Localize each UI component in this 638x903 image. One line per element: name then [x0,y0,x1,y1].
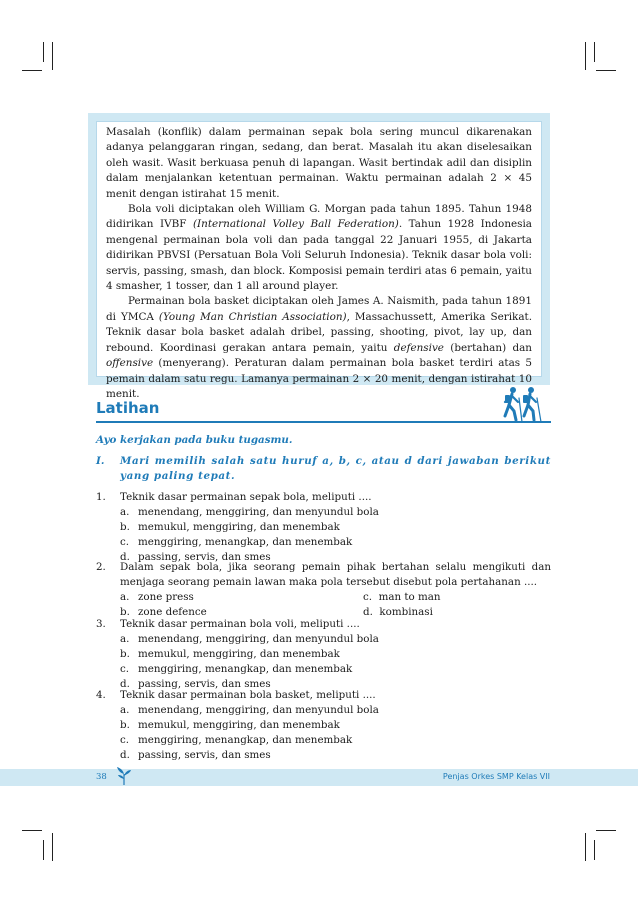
section-title: Latihan [96,399,160,417]
question-text: Teknik dasar permainan bola basket, meliputi .... [120,689,376,701]
question-item [96,688,551,763]
answer-option-row: a. zone press c. man to man [120,591,441,603]
question-item [96,560,551,620]
hikers-icon [496,384,546,424]
instruction: Ayo kerjakan pada buku tugasmu. [96,434,293,446]
question-text: Dalam sepak bola, jika seorang pemain pihak bertahan selalu mengikuti dan menjaga seorang pemain lawan maka pola tersebut disebut pola pertahanan .... [120,561,551,588]
question-number: 4. [96,689,106,701]
summary-paragraph-volleyball: Bola voli diciptakan oleh William G. Morgan pada tahun 1895. Tahun 1948 didirikan IVBF (International Volley Ball Federation). Tahun 1928 Indonesia mengenal permainan bola voli dan pada tanggal 22 Januari 1955, di Jakarta didirikan PBVSI (Persatuan Bola Voli Seluruh Indonesia). Teknik dasar bola voli: servis, passing, smash, dan block. Komposisi pemain terdiri atas 6 pemain, yaitu 4 smasher, 1 tosser, dan 1 all around player. [106,203,533,293]
answer-option: a. menendang, menggiring, dan menyundul bola [120,633,379,645]
answer-option: c. menggiring, menangkap, dan menembak [120,536,353,548]
section-divider [96,421,551,423]
section-number: I. [96,455,105,467]
answer-option: b. memukul, menggiring, dan menembak [120,648,340,660]
answer-option: c. menggiring, menangkap, dan menembak [120,734,353,746]
summary-paragraph-basketball: Permainan bola basket diciptakan oleh James A. Naismith, pada tahun 1891 di YMCA (Young Man Christian Association), Massachussett, Amerika Serikat. Teknik dasar bola basket adalah dribel, passing, shooting, pivot, lay up, dan rebound. Koordinasi gerakan antara pemain, yaitu defensive (bertahan) dan offensive (menyerang). Peraturan dalam permainan bola basket terdiri atas 5 pemain dalam satu regu. Lamanya permainan 2 × 20 menit, dengan istirahat 10 menit. [106,295,532,400]
question-number: 3. [96,618,106,630]
question-item [96,617,551,692]
answer-option: b. memukul, menggiring, dan menembak [120,719,340,731]
answer-option: d. passing, servis, dan smes [120,749,271,761]
question-item [96,490,551,565]
answer-option-row: b. zone defence d. kombinasi [120,606,433,618]
summary-paragraph-football: Masalah (konflik) dalam permainan sepak bola sering muncul dikarenakan adanya pelanggaran ringan, sedang, dan berat. Masalah itu akan diselesaikan oleh wasit. Wasit berkuasa penuh di lapangan. Wasit bertindak adil dan disiplin dalam menjalankan ketentuan permainan. Waktu permainan adalah 2 × 45 menit dengan istirahat 15 menit. [106,126,532,200]
summary-content [96,121,542,400]
question-number: 1. [96,491,106,503]
answer-option: b. memukul, menggiring, dan menembak [120,521,340,533]
book-title: Penjas Orkes SMP Kelas VII [442,772,550,781]
section-text: Mari memilih salah satu huruf a, b, c, atau d dari jawaban berikut yang paling tepat. [120,455,551,482]
answer-option: d. passing, servis, dan smes [120,678,271,690]
question-number: 2. [96,561,106,573]
leaf-icon [116,766,132,786]
question-text: Teknik dasar permainan sepak bola, meliputi .... [120,491,372,503]
section-instruction [96,454,551,486]
answer-option: d. passing, servis, dan smes [120,551,271,563]
question-text: Teknik dasar permainan bola voli, meliputi .... [120,618,360,630]
summary-box [88,113,550,400]
page-number: 38 [96,772,107,782]
answer-option: a. menendang, menggiring, dan menyundul bola [120,506,379,518]
answer-option: c. menggiring, menangkap, dan menembak [120,663,353,675]
answer-option: a. menendang, menggiring, dan menyundul bola [120,704,379,716]
